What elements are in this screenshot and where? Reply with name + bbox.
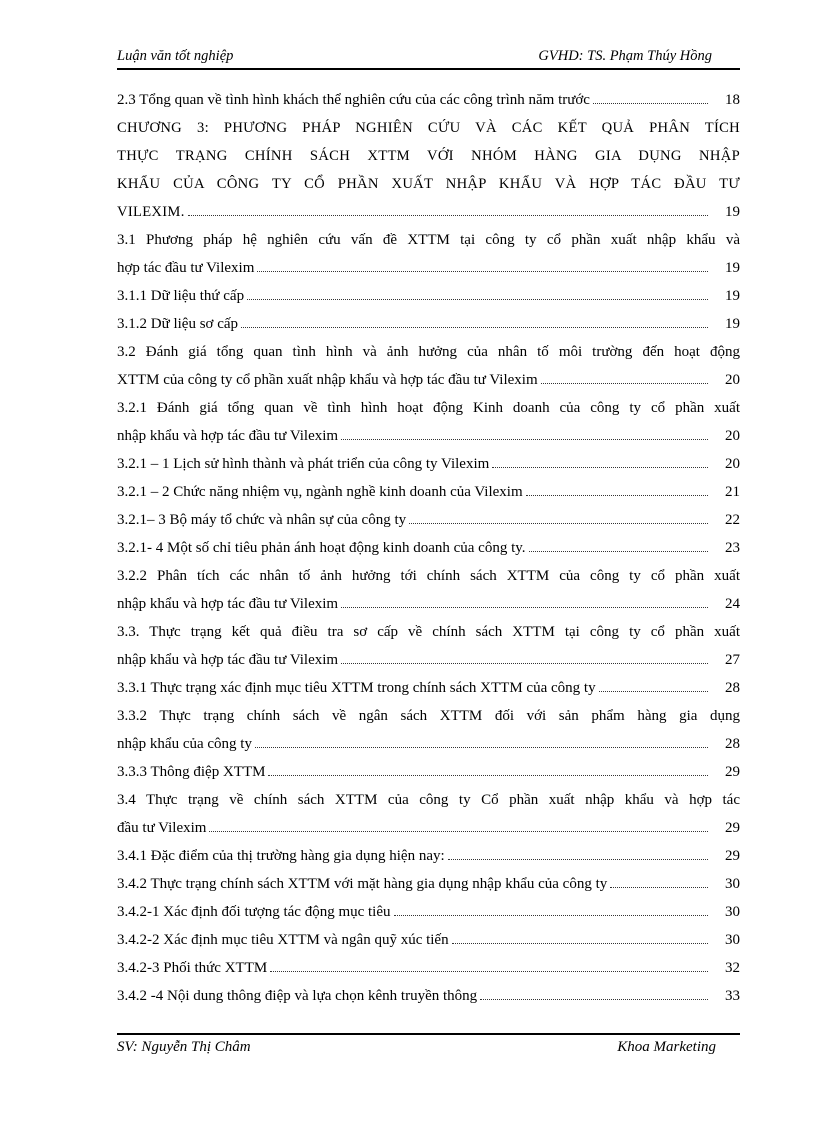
toc-page-number: 29 [725, 848, 740, 864]
toc-page-number: 29 [725, 820, 740, 836]
toc-page-number: 28 [725, 680, 740, 696]
toc-entry-title: 2.3 Tổng quan về tình hình khách thể nghiên cứu của các công trình năm trước [117, 92, 590, 108]
toc-entry[interactable] [117, 506, 740, 534]
toc-page-number: 20 [725, 456, 740, 472]
toc-page-number: 20 [725, 372, 740, 388]
toc-entry-title-line: 3.2 Đánh giá tổng quan tình hình và ảnh hưởng của nhân tố môi trường đến hoạt động [117, 344, 740, 360]
toc-entry-title: 3.1.2 Dữ liệu sơ cấp [117, 316, 239, 332]
toc-entry-title-line: XTTM của công ty cổ phần xuất nhập khẩu và hợp tác đầu tư Vilexim [117, 372, 538, 388]
toc-entry-title: 3.2.1– 3 Bộ máy tổ chức và nhân sự của công ty [117, 512, 407, 528]
toc-page-number: 19 [725, 288, 740, 304]
toc-page-number: 21 [725, 484, 740, 500]
toc-entry[interactable] [117, 618, 740, 674]
toc-entry[interactable] [117, 842, 740, 870]
toc-entry-title-line: VILEXIM. [117, 204, 185, 220]
toc-entry-title-line: 3.3.2 Thực trạng chính sách về ngân sách XTTM đối với sản phẩm hàng gia dụng [117, 708, 740, 724]
toc-entry[interactable] [117, 562, 740, 618]
footer-department: Khoa Marketing [617, 1039, 716, 1055]
toc-entry-title: 3.4.2-3 Phối thức XTTM [117, 960, 268, 976]
toc-entry-title: 3.2.1 – 1 Lịch sử hình thành và phát triển của công ty Vilexim [117, 456, 490, 472]
table-of-contents [117, 86, 740, 1010]
toc-entry[interactable] [117, 674, 740, 702]
toc-entry[interactable] [117, 534, 740, 562]
toc-entry-title: 3.3.1 Thực trạng xác định mục tiêu XTTM trong chính sách XTTM của công ty [117, 680, 596, 696]
toc-entry-title-line: nhập khẩu và hợp tác đầu tư Vilexim [117, 596, 339, 612]
toc-entry-title: 3.2.1 – 2 Chức năng nhiệm vụ, ngành nghề kinh doanh của Vilexim [117, 484, 523, 500]
toc-entry-title: 3.4.2-2 Xác định mục tiêu XTTM và ngân quỹ xúc tiến [117, 932, 449, 948]
toc-entry-title: 3.3.3 Thông điệp XTTM [117, 764, 266, 780]
toc-entry-title-line: nhập khẩu của công ty [117, 736, 252, 752]
toc-entry-title: 3.1.1 Dữ liệu thứ cấp [117, 288, 245, 304]
toc-entry-title-line: nhập khẩu và hợp tác đầu tư Vilexim [117, 652, 339, 668]
toc-entry-title: 3.4.2-1 Xác định đối tượng tác động mục tiêu [117, 904, 391, 920]
toc-page-number: 22 [725, 512, 740, 528]
toc-page-number: 24 [725, 596, 740, 612]
toc-page-number: 20 [725, 428, 740, 444]
toc-page-number: 28 [725, 736, 740, 752]
footer-student-name: SV: Nguyễn Thị Châm [117, 1039, 251, 1055]
toc-entry-title-line: hợp tác đầu tư Vilexim [117, 260, 255, 276]
toc-entry-title: 3.4.2 Thực trạng chính sách XTTM với mặt hàng gia dụng nhập khẩu của công ty [117, 876, 608, 892]
toc-entry-title: 3.4.2 -4 Nội dung thông điệp và lựa chọn kênh truyền thông [117, 988, 478, 1004]
toc-entry[interactable] [117, 898, 740, 926]
page-header [117, 48, 740, 70]
toc-entry[interactable] [117, 394, 740, 450]
toc-page-number: 19 [725, 316, 740, 332]
toc-entry-title-line: 3.2.1 Đánh giá tổng quan về tình hình hoạt động Kinh doanh của công ty cổ phần xuất [117, 400, 740, 416]
toc-page-number: 32 [725, 960, 740, 976]
toc-page-number: 19 [725, 260, 740, 276]
toc-entry-title-line: KHẨU CỦA CÔNG TY CỔ PHẦN XUẤT NHẬP KHẨU VÀ HỢP TÁC ĐẦU TƯ [117, 176, 740, 192]
toc-entry[interactable] [117, 282, 740, 310]
toc-entry[interactable] [117, 86, 740, 114]
toc-entry[interactable] [117, 310, 740, 338]
toc-entry[interactable] [117, 758, 740, 786]
toc-page-number: 29 [725, 764, 740, 780]
toc-page-number: 18 [725, 92, 740, 108]
toc-entry-title-line: CHƯƠNG 3: PHƯƠNG PHÁP NGHIÊN CỨU VÀ CÁC KẾT QUẢ PHÂN TÍCH [117, 120, 740, 136]
toc-entry[interactable] [117, 786, 740, 842]
toc-entry[interactable] [117, 954, 740, 982]
toc-page-number: 23 [725, 540, 740, 556]
header-advisor: GVHD: TS. Phạm Thúy Hồng [538, 48, 712, 64]
toc-page-number: 27 [725, 652, 740, 668]
toc-page-number: 33 [725, 988, 740, 1004]
toc-entry[interactable] [117, 870, 740, 898]
toc-entry[interactable] [117, 338, 740, 394]
toc-entry[interactable] [117, 226, 740, 282]
toc-page-number: 30 [725, 904, 740, 920]
toc-entry-title-line: THỰC TRẠNG CHÍNH SÁCH XTTM VỚI NHÓM HÀNG GIA DỤNG NHẬP [117, 148, 740, 164]
toc-entry-title-line: 3.4 Thực trạng về chính sách XTTM của công ty Cổ phần xuất nhập khẩu và hợp tác [117, 792, 740, 808]
toc-entry-title: 3.2.1- 4 Một số chỉ tiêu phản ánh hoạt động kinh doanh của công ty. [117, 540, 526, 556]
toc-entry[interactable] [117, 114, 740, 226]
toc-entry[interactable] [117, 450, 740, 478]
header-thesis-label: Luận văn tốt nghiệp [117, 48, 234, 64]
toc-entry-title-line: đầu tư Vilexim [117, 820, 207, 836]
toc-entry[interactable] [117, 982, 740, 1010]
toc-entry-title: 3.4.1 Đặc điểm của thị trường hàng gia dụng hiện nay: [117, 848, 445, 864]
toc-entry-title-line: 3.3. Thực trạng kết quả điều tra sơ cấp về chính sách XTTM tại công ty cổ phần xuất [117, 624, 740, 640]
toc-entry[interactable] [117, 926, 740, 954]
toc-page-number: 30 [725, 876, 740, 892]
toc-entry-title-line: nhập khẩu và hợp tác đầu tư Vilexim [117, 428, 339, 444]
toc-page-number: 19 [725, 204, 740, 220]
toc-entry[interactable] [117, 702, 740, 758]
toc-page-number: 30 [725, 932, 740, 948]
toc-entry[interactable] [117, 478, 740, 506]
page-footer [117, 1033, 740, 1059]
toc-entry-title-line: 3.1 Phương pháp hệ nghiên cứu vấn đề XTTM tại công ty cổ phần xuất nhập khẩu và [117, 232, 740, 248]
toc-entry-title-line: 3.2.2 Phân tích các nhân tố ảnh hưởng tới chính sách XTTM của công ty cổ phần xuất [117, 568, 740, 584]
